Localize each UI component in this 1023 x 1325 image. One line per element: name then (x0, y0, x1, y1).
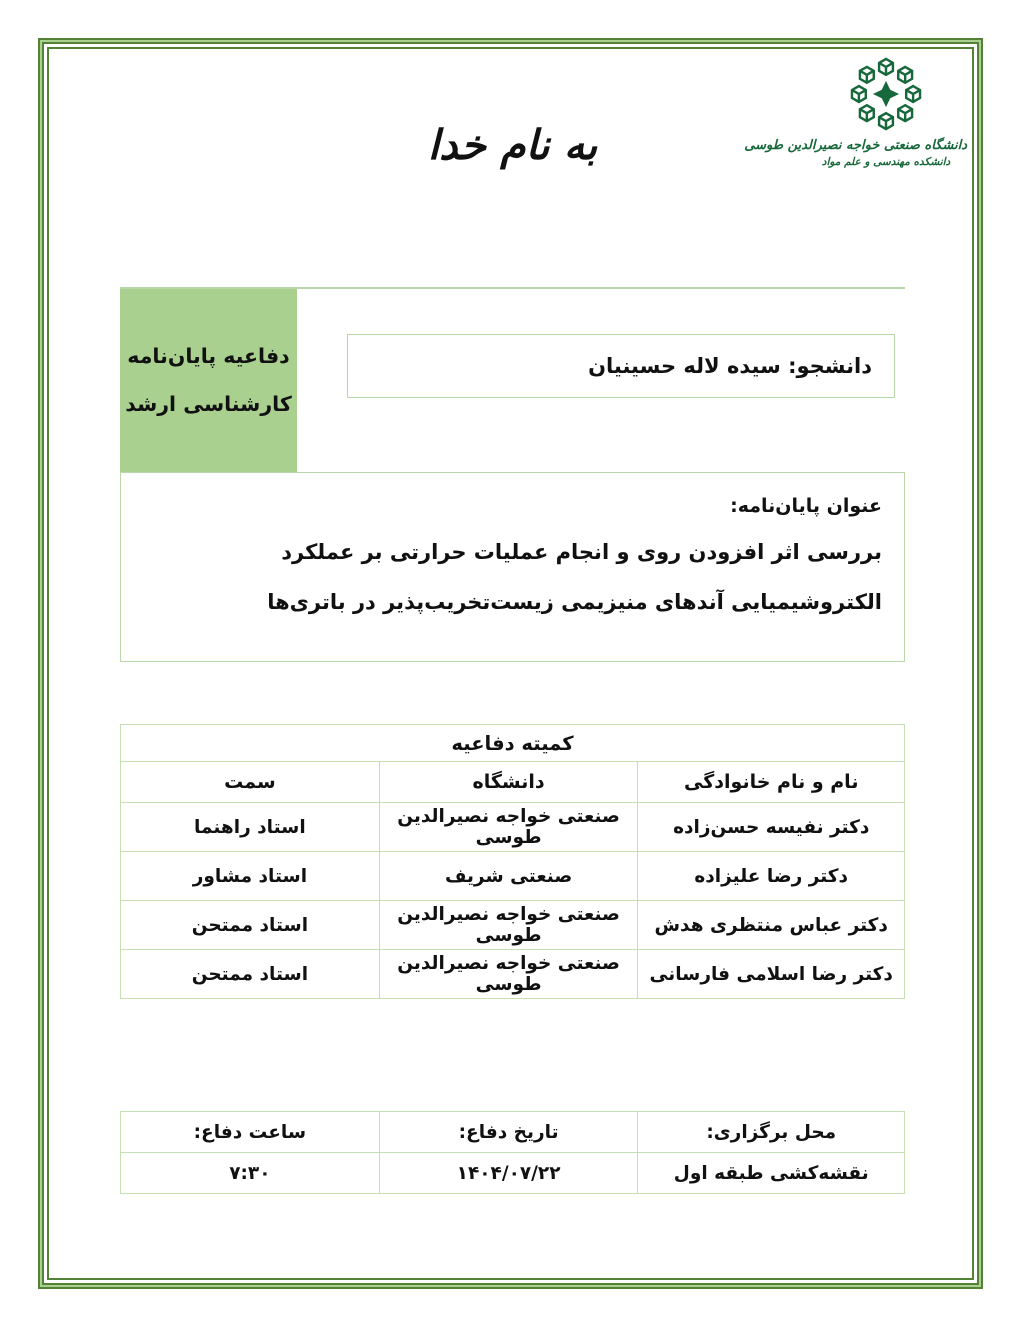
committee-caption: کمیته دفاعیه (121, 725, 905, 762)
cell-full-name: دکتر نفیسه حسن‌زاده (638, 803, 905, 852)
thesis-title-section (120, 472, 905, 662)
cell-university: صنعتی خواجه نصیرالدین طوسی (379, 803, 638, 852)
defense-type-badge (120, 289, 297, 472)
logistics-value-row (121, 1153, 905, 1194)
page-header (120, 47, 967, 287)
committee-row (121, 901, 905, 950)
university-name: دانشگاه صنعتی خواجه نصیرالدین طوسی (744, 138, 967, 153)
header-date: تاریخ دفاع: (379, 1112, 638, 1153)
header-full-name: نام و نام خانوادگی (638, 762, 905, 803)
faculty-name: دانشکده مهندسی و علم مواد (821, 156, 951, 168)
logistics-table (120, 1111, 905, 1194)
cell-position: استاد ممتحن (121, 950, 380, 999)
committee-row (121, 852, 905, 901)
defense-badge-line1: دفاعیه پایان‌نامه (127, 344, 290, 369)
cell-date: ۱۴۰۴/۰۷/۲۲ (379, 1153, 638, 1194)
committee-row (121, 950, 905, 999)
student-name-box (347, 334, 895, 398)
bismillah-calligraphy: به نام خدا (427, 121, 598, 169)
header-university: دانشگاه (379, 762, 638, 803)
logistics-header-row (121, 1112, 905, 1153)
thesis-title-label: عنوان پایان‌نامه: (730, 495, 882, 517)
cell-position: استاد مشاور (121, 852, 380, 901)
header-venue: محل برگزاری: (638, 1112, 905, 1153)
committee-table (120, 724, 905, 999)
header-position: سمت (121, 762, 380, 803)
cell-full-name: دکتر عباس منتظری هدش (638, 901, 905, 950)
cell-position: استاد ممتحن (121, 901, 380, 950)
defense-badge-line2: کارشناسی ارشد (125, 391, 292, 416)
thesis-title-text: بررسی اثر افزودن روی و انجام عملیات حرارتی بر عملکرد الکتروشیمیایی آندهای منیزیمی زیست‌تخریب‌پذیر در باتری‌ها (267, 540, 882, 614)
student-area (297, 289, 905, 472)
committee-header-row (121, 762, 905, 803)
cell-position: استاد راهنما (121, 803, 380, 852)
cell-full-name: دکتر رضا علیزاده (638, 852, 905, 901)
cell-time: ۷:۳۰ (121, 1153, 380, 1194)
cell-university: صنعتی خواجه نصیرالدین طوسی (379, 901, 638, 950)
cell-university: صنعتی خواجه نصیرالدین طوسی (379, 950, 638, 999)
cell-university: صنعتی شریف (379, 852, 638, 901)
committee-row (121, 803, 905, 852)
student-name-label: دانشجو: سیده لاله حسینیان (588, 354, 872, 378)
cell-full-name: دکتر رضا اسلامی فارسانی (638, 950, 905, 999)
committee-caption-row (121, 725, 905, 762)
header-time: ساعت دفاع: (121, 1112, 380, 1153)
student-row (120, 287, 905, 472)
cell-venue: نقشه‌کشی طبقه اول (638, 1153, 905, 1194)
